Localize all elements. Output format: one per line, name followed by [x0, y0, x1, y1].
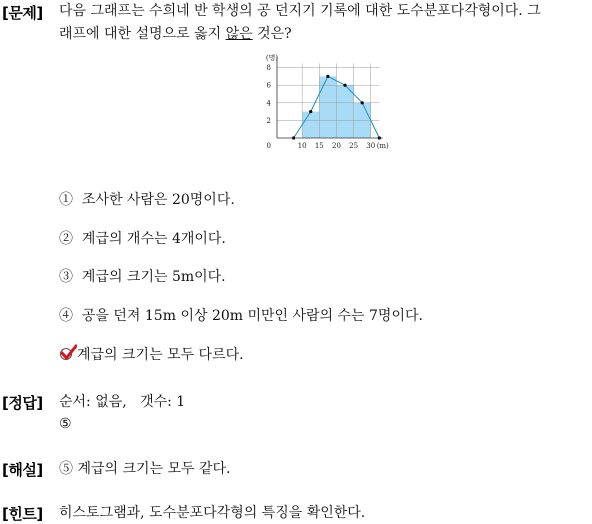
polygon-point-3	[326, 75, 329, 78]
x-tick-label: 30	[366, 142, 376, 150]
question-underlined-word: 않은	[225, 26, 253, 42]
y-tick-label: 8	[266, 64, 271, 73]
option-1[interactable]	[59, 190, 235, 210]
option-2[interactable]	[59, 229, 226, 249]
x-axis-unit: (m)	[376, 142, 389, 150]
question-tag: [문제]	[2, 4, 43, 22]
option-5-text: 계급의 크기는 모두 다르다.	[77, 347, 244, 363]
question-line-1: 다음 그래프는 수희네 반 학생의 공 던지기 기록에 대한 도수분포다각형이다. 그	[59, 3, 541, 19]
x-tick-label: 0	[266, 142, 271, 150]
option-4-number: ④	[59, 308, 73, 324]
option-4-text: 공을 던져 15m 이상 20m 미만인 사람의 수는 7명이다.	[81, 308, 423, 324]
polygon-point-4	[343, 84, 346, 87]
explanation-text: ⑤ 계급의 크기는 모두 같다.	[59, 461, 231, 477]
answer-line-1: 순서: 없음, 갯수: 1	[59, 394, 186, 410]
polygon-point-5	[361, 101, 364, 104]
histogram-bar-3	[336, 85, 353, 138]
y-tick-label: 4	[266, 99, 271, 108]
option-3-text: 계급의 크기는 5m이다.	[81, 269, 226, 285]
hint-text: 히스토그램과, 도수분포다각형의 특징을 확인한다.	[59, 505, 366, 521]
option-1-number: ①	[59, 192, 73, 208]
x-tick-label: 10	[297, 142, 307, 150]
frequency-chart	[255, 48, 395, 158]
x-tick-label: 25	[349, 142, 359, 150]
option-3-number: ③	[59, 269, 73, 285]
x-tick-label: 15	[314, 142, 324, 150]
question-line-2-after: 것은?	[252, 26, 292, 42]
y-axis-label: (명)	[265, 54, 279, 63]
x-tick-label: 20	[331, 142, 341, 150]
histogram-bar-2	[319, 76, 336, 138]
option-1-text: 조사한 사람은 20명이다.	[81, 192, 235, 208]
option-4[interactable]	[59, 306, 423, 326]
y-tick-label: 2	[266, 116, 271, 125]
option-3[interactable]	[59, 267, 226, 287]
answer-line-2: ⑤	[59, 416, 72, 432]
option-2-text: 계급의 개수는 4개이다.	[81, 231, 226, 247]
option-2-number: ②	[59, 231, 73, 247]
check-mark-icon	[59, 344, 77, 368]
y-tick-label: 6	[266, 81, 271, 90]
answer-tag: [정답]	[2, 394, 43, 412]
polygon-point-2	[309, 110, 312, 113]
question-line-2	[59, 24, 292, 44]
histogram-bar-1	[302, 112, 319, 138]
option-5[interactable]	[59, 344, 244, 368]
question-line-2-before: 래프에 대한 설명으로 옳지	[59, 26, 226, 42]
hint-tag: [힌트]	[2, 505, 43, 523]
explanation-tag: [해설]	[2, 461, 43, 479]
